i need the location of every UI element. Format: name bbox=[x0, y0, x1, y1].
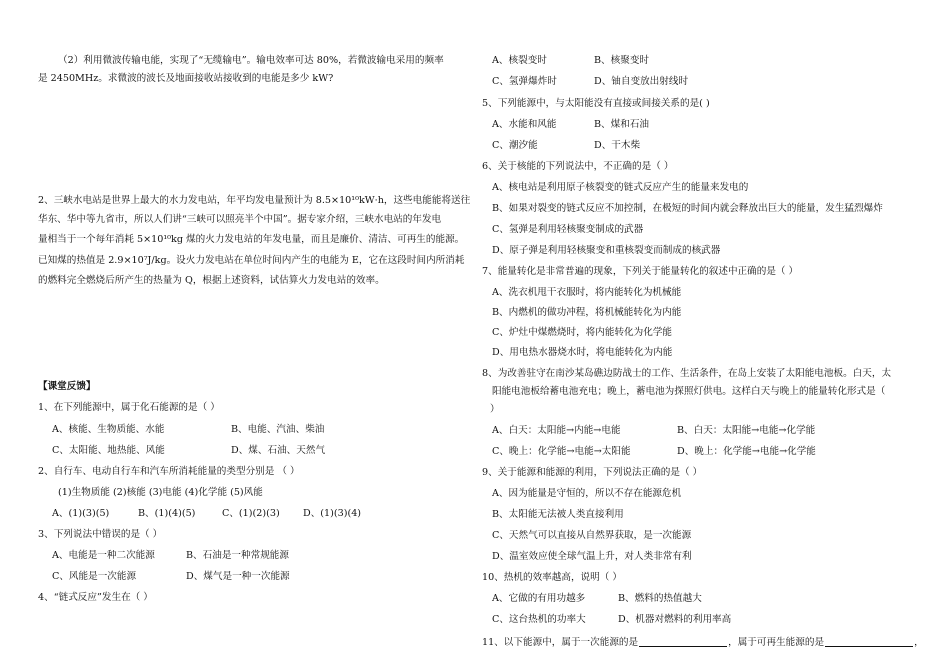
problem-three-gorges-line-2: 华东、华中等九省市，所以人们讲“三峡可以照亮半个中国”。据专家介绍，三峡水电站的年发电 bbox=[38, 214, 442, 225]
problem-2-line-2: 是 2450MHz。求微波的波长及地面接收站接收到的电能是多少 kW? bbox=[38, 73, 334, 84]
problem-three-gorges-line-4: 已知煤的热值是 2.9×10⁷J/kg。设火力发电站在单位时间内产生的电能为 E，它在这段时间内所消耗 bbox=[38, 255, 465, 266]
q2-option-d: D、(1)(3)(4) bbox=[303, 508, 362, 519]
q3-option-d: D、煤气是一种一次能源 bbox=[186, 571, 290, 582]
q1-option-d: D、煤、石油、天然气 bbox=[231, 445, 326, 456]
q10-option-d: D、机器对燃料的利用率高 bbox=[618, 614, 732, 625]
q1-stem: 1、在下列能源中，属于化石能源的是（ ） bbox=[38, 402, 220, 413]
q3-stem: 3、下列说法中错误的是（ ） bbox=[38, 529, 163, 540]
q5-stem: 5、下列能源中，与太阳能没有直接或间接关系的是( ) bbox=[482, 98, 710, 109]
q9-option-b: B、太阳能无法被人类直接利用 bbox=[492, 509, 624, 520]
q1-option-a: A、核能、生物质能、水能 bbox=[52, 424, 165, 435]
q2-option-c: C、(1)(2)(3) bbox=[222, 508, 280, 519]
q10-stem: 10、热机的效率越高，说明（ ） bbox=[482, 572, 622, 583]
q2-option-a: A、(1)(3)(5) bbox=[52, 508, 110, 519]
q9-option-a: A、因为能量是守恒的，所以不存在能源危机 bbox=[492, 488, 682, 499]
q4-stem: 4、“链式反应”发生在（ ） bbox=[38, 592, 153, 603]
q11-text-part-3: ， bbox=[914, 637, 924, 648]
q3-option-a: A、电能是一种二次能源 bbox=[52, 550, 155, 561]
q6-stem: 6、关于核能的下列说法中，不正确的是（ ） bbox=[482, 161, 674, 172]
q7-option-c: C、炉灶中煤燃烧时，将内能转化为化学能 bbox=[492, 327, 673, 338]
q11-blank-primary[interactable] bbox=[639, 636, 727, 647]
q10-option-c: C、这台热机的功率大 bbox=[492, 614, 586, 625]
q8-stem-line-2: 阳能电池板给蓄电池充电；晚上，蓄电池为探照灯供电。这样白天与晚上的能量转化形式是（ bbox=[492, 386, 886, 397]
q5-option-a: A、水能和风能 bbox=[492, 119, 557, 130]
q11-blank-renewable[interactable] bbox=[825, 636, 913, 647]
q8-option-b: B、白天：太阳能→电能→化学能 bbox=[677, 425, 816, 436]
q4-option-a: A、核裂变时 bbox=[492, 55, 547, 66]
q7-option-b: B、内燃机的做功冲程，将机械能转化为内能 bbox=[492, 307, 682, 318]
q6-option-a: A、核电站是利用原子核裂变的链式反应产生的能量来发电的 bbox=[492, 182, 749, 193]
q8-option-a: A、白天：太阳能→内能→电能 bbox=[492, 425, 621, 436]
q8-stem-line-3: ） bbox=[490, 404, 500, 415]
feedback-section-title: 【课堂反馈】 bbox=[38, 381, 96, 392]
q8-option-c: C、晚上：化学能→电能→太阳能 bbox=[492, 446, 631, 457]
problem-2-line-1: （2）利用微波传输电能，实现了“无缆输电”。输电效率可达 80%，若微波输电采用的频率 bbox=[58, 55, 444, 66]
q2-option-b: B、(1)(4)(5) bbox=[138, 508, 196, 519]
q11-stem bbox=[482, 636, 924, 649]
problem-three-gorges-line-1: 2、三峡水电站是世界上最大的水力发电站，年平均发电量预计为 8.5×10¹⁰kW·h，这些电能能将送往 bbox=[38, 195, 471, 206]
q8-stem-line-1: 8、为改善驻守在南沙某岛礁边防战士的工作、生活条件，在岛上安装了太阳能电池板。白天，太 bbox=[482, 368, 892, 379]
q3-option-b: B、石油是一种常规能源 bbox=[186, 550, 289, 561]
q7-option-d: D、用电热水器烧水时，将电能转化为内能 bbox=[492, 347, 673, 358]
q5-option-b: B、煤和石油 bbox=[594, 119, 650, 130]
q11-text-part-1: 11、以下能源中，属于一次能源的是 bbox=[482, 637, 639, 648]
q7-option-a: A、洗衣机甩干衣服时，将内能转化为机械能 bbox=[492, 287, 682, 298]
q10-option-b: B、燃料的热值越大 bbox=[618, 593, 702, 604]
q1-option-b: B、电能、汽油、柴油 bbox=[231, 424, 325, 435]
q3-option-c: C、风能是一次能源 bbox=[52, 571, 137, 582]
q6-option-d: D、原子弹是利用轻核聚变和重核裂变而制成的核武器 bbox=[492, 245, 721, 256]
q4-option-d: D、铀自变放出射线时 bbox=[594, 76, 689, 87]
q4-option-c: C、氢弹爆炸时 bbox=[492, 76, 557, 87]
q9-stem: 9、关于能源和能源的利用，下列说法正确的是（ ） bbox=[482, 467, 703, 478]
q9-option-d: D、温室效应使全球气温上升，对人类非常有利 bbox=[492, 551, 692, 562]
problem-three-gorges-line-3: 量相当于一个每年消耗 5×10¹⁰kg 煤的火力发电站的年发电量，而且是廉价、清洁、可再生的能源。 bbox=[38, 234, 465, 245]
q2-stem: 2、自行车、电动自行车和汽车所消耗能量的类型分别是 （ ） bbox=[38, 466, 300, 477]
q6-option-b: B、如果对裂变的链式反应不加控制，在极短的时间内就会释放出巨大的能量，发生猛烈爆炸 bbox=[492, 203, 883, 214]
q7-stem: 7、能量转化是非常普遍的现象，下列关于能量转化的叙述中正确的是（ ） bbox=[482, 266, 799, 277]
q11-text-part-2: ，属于可再生能源的是 bbox=[728, 637, 825, 648]
q8-option-d: D、晚上：化学能→电能→化学能 bbox=[677, 446, 816, 457]
q2-energy-list: (1)生物质能 (2)核能 (3)电能 (4)化学能 (5)风能 bbox=[58, 487, 263, 498]
q1-option-c: C、太阳能、地热能、风能 bbox=[52, 445, 165, 456]
q5-option-d: D、干木柴 bbox=[594, 140, 641, 151]
q6-option-c: C、氢弹是利用轻核聚变制成的武器 bbox=[492, 224, 644, 235]
problem-three-gorges-line-5: 的燃料完全燃烧后所产生的热量为 Q，根据上述资料，试估算火力发电站的效率。 bbox=[38, 275, 385, 286]
q9-option-c: C、天然气可以直接从自然界获取，是一次能源 bbox=[492, 530, 692, 541]
q5-option-c: C、潮汐能 bbox=[492, 140, 538, 151]
q10-option-a: A、它做的有用功越多 bbox=[492, 593, 586, 604]
q4-option-b: B、核聚变时 bbox=[594, 55, 650, 66]
